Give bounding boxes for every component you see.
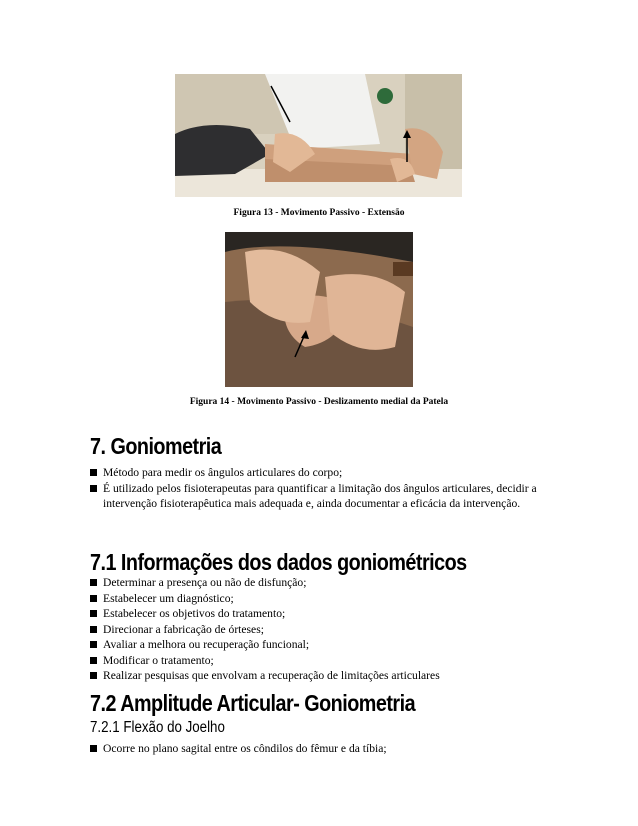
goniometria-bullet-list <box>90 465 550 512</box>
figure-13-caption: Figura 13 - Movimento Passivo - Extensão <box>233 208 405 218</box>
list-item: Método para medir os ângulos articulares do corpo; <box>90 465 550 481</box>
list-item: Estabelecer um diagnóstico; <box>90 591 550 607</box>
figure-14-caption: Figura 14 - Movimento Passivo - Deslizamento medial da Patela <box>189 397 449 407</box>
section-heading-amplitude: 7.2 Amplitude Articular- Goniometria <box>90 690 416 716</box>
list-item: É utilizado pelos fisioterapeutas para quantificar a limitação dos ângulos articulares, decidir a intervenção fisioterapêutica mais adequada e, ainda documentar a eficácia da intervenção. <box>90 481 550 512</box>
list-item: Avaliar a melhora ou recuperação funcional; <box>90 637 550 653</box>
list-item: Ocorre no plano sagital entre os côndilos do fêmur e da tíbia; <box>90 741 550 757</box>
list-item: Direcionar a fabricação de órteses; <box>90 622 550 638</box>
knee-extension-photo <box>175 74 462 197</box>
figure-14-image <box>225 232 413 387</box>
patella-glide-photo <box>225 232 413 387</box>
subsection-heading-flexao-joelho: 7.2.1 Flexão do Joelho <box>90 719 225 736</box>
section-heading-informacoes: 7.1 Informações dos dados goniométricos <box>90 549 467 575</box>
flexao-bullet-list <box>90 741 550 757</box>
section-heading-goniometria: 7. Goniometria <box>90 433 222 459</box>
list-item: Modificar o tratamento; <box>90 653 550 669</box>
list-item: Determinar a presença ou não de disfunção; <box>90 575 550 591</box>
list-item: Realizar pesquisas que envolvam a recuperação de limitações articulares <box>90 668 550 684</box>
informacoes-bullet-list <box>90 575 550 684</box>
list-item: Estabelecer os objetivos do tratamento; <box>90 606 550 622</box>
figure-13-image <box>175 74 462 197</box>
